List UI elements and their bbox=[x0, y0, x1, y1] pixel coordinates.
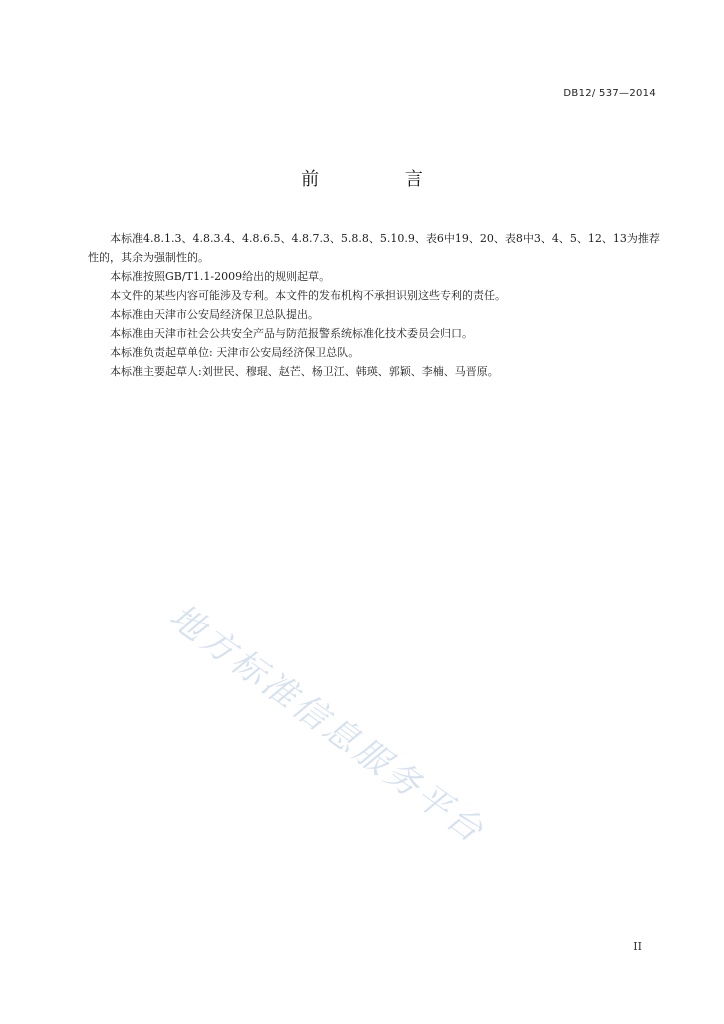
paragraph-drafters: 本标准主要起草人:刘世民、穆琨、赵芒、杨卫江、韩瑛、郭颖、李楠、马晋原。 bbox=[110, 365, 499, 378]
page-title: 前 言 bbox=[301, 169, 463, 190]
page-number: II bbox=[633, 940, 642, 953]
paragraph-proposer: 本标准由天津市公安局经济保卫总队提出。 bbox=[110, 308, 319, 321]
paragraph-committee: 本标准由天津市社会公共安全产品与防范报警系统标准化技术委员会归口。 bbox=[110, 327, 473, 340]
watermark: 地方标准信息服务平台 bbox=[161, 596, 493, 853]
foreword-body bbox=[88, 229, 660, 381]
paragraph-recommended-clauses: 本标准4.8.1.3、4.8.3.4、4.8.6.5、4.8.7.3、5.8.8、5.10.9、表6中19、20、表8中3、4、5、12、13为推荐性的，其余为强制性的。 bbox=[88, 232, 660, 264]
document-code: DB12/ 537—2014 bbox=[563, 88, 656, 99]
paragraph-patent-notice: 本文件的某些内容可能涉及专利。本文件的发布机构不承担识别这些专利的责任。 bbox=[110, 289, 506, 302]
paragraph-drafting-rules: 本标准按照GB/T1.1-2009给出的规则起草。 bbox=[110, 270, 331, 283]
paragraph-drafting-unit: 本标准负责起草单位: 天津市公安局经济保卫总队。 bbox=[110, 346, 360, 359]
